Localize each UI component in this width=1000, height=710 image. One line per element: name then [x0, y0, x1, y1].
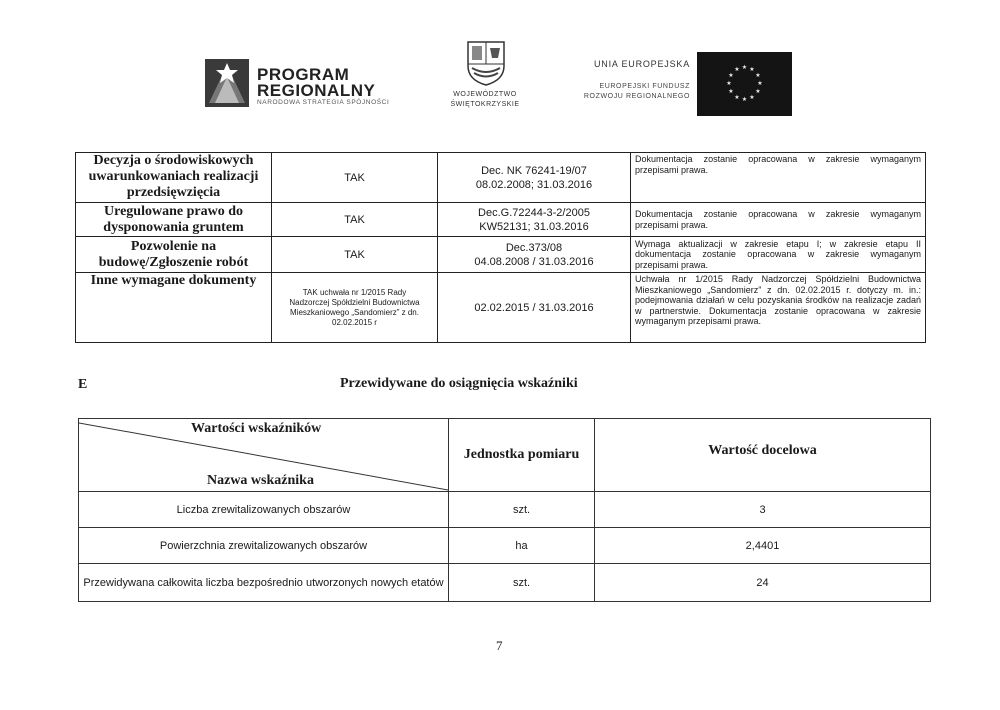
indicator-value-cell: 24: [595, 564, 931, 602]
program-subtitle: NARODOWA STRATEGIA SPÓJNOŚCI: [257, 99, 390, 106]
row-note-cell: Wymaga aktualizacji w zakresie etapu I; w zakresie etapu II dokumentacja zostanie opracowana w zakresie wymaganym przepisami prawa.: [631, 237, 926, 273]
indicator-value-cell: 3: [595, 492, 931, 528]
indicator-value-cell: 2,4401: [595, 528, 931, 564]
program-regionalny-logo: [205, 55, 405, 115]
header-unit: Jednostka pomiaru: [449, 419, 595, 492]
eu-fund-line2: ROZWOJU REGIONALNEGO: [583, 93, 690, 100]
table-row: [76, 273, 926, 343]
program-regionalny-emblem-icon: [205, 59, 249, 107]
voivodeship-logo: [430, 40, 540, 120]
svg-text:★: ★: [749, 66, 755, 73]
row-status-cell: TAK: [272, 203, 438, 237]
decision-dates: 04.08.2008 / 31.03.2016: [474, 255, 594, 268]
indicator-name-cell: Przewidywana całkowita liczba bezpośrednio utworzonych nowych etatów: [79, 564, 449, 602]
voivodeship-name-line1: WOJEWÓDZTWO: [453, 91, 517, 98]
eu-title: UNIA EUROPEJSKA: [593, 59, 690, 69]
indicator-name-cell: Powierzchnia zrewitalizowanych obszarów: [79, 528, 449, 564]
section-title: Przewidywane do osiągnięcia wskaźniki: [340, 376, 578, 391]
program-title-line2: REGIONALNY: [257, 81, 376, 100]
row-status-cell: TAK uchwała nr 1/2015 Rady Nadzorczej Spółdzielni Budownictwa Mieszkaniowego „Sandomierz” z dn. 02.02.2015 r: [272, 273, 438, 343]
table-header-row: [79, 419, 931, 492]
eu-logo-text: [560, 58, 690, 102]
table-row: [76, 203, 926, 237]
voivodeship-name-line2: ŚWIĘTOKRZYSKIE: [450, 101, 520, 108]
page-number: 7: [496, 638, 503, 653]
row-name-cell: Pozwolenie na budowę/Zgłoszenie robót: [76, 237, 272, 273]
indicator-unit-cell: szt.: [449, 492, 595, 528]
decision-dates: 08.02.2008; 31.03.2016: [475, 178, 593, 191]
voivodeship-crest-icon: [466, 40, 506, 86]
row-decision-cell: [438, 237, 631, 273]
header-indicator-values: Wartości wskaźników: [191, 421, 322, 436]
svg-text:★: ★: [726, 80, 732, 87]
svg-text:★: ★: [755, 72, 761, 79]
row-note-cell: Uchwała nr 1/2015 Rady Nadzorczej Spółdzielni Budownictwa Mieszkaniowego „Sandomierz” z dn. 02.02.2015 r. dotyczy m. in.: podejmowania działań w celu pozyskania środków na realizacje zadań w partnerstwie. Dokumentacja zostanie opracowana w zakresie wymaganym przepisami prawa.: [631, 273, 926, 343]
table-row: [79, 564, 931, 602]
decision-number: Dec.G.72244-3-2/2005: [478, 206, 590, 219]
table-row: [79, 492, 931, 528]
svg-text:★: ★: [734, 94, 740, 101]
decision-dates: 02.02.2015 / 31.03.2016: [474, 301, 594, 314]
table-row: [76, 153, 926, 203]
row-name-cell: Decyzja o środowiskowych uwarunkowaniach realizacji przedsięwzięcia: [76, 153, 272, 203]
decision-number: Dec.373/08: [505, 241, 563, 254]
row-status-cell: TAK: [272, 153, 438, 203]
row-name-cell: Inne wymagane dokumenty: [76, 273, 272, 343]
program-title-line1: PROGRAM: [257, 65, 350, 84]
indicator-name-cell: Liczba zrewitalizowanych obszarów: [79, 492, 449, 528]
header-indicator-name: Nazwa wskaźnika: [207, 473, 314, 488]
svg-text:★: ★: [755, 88, 761, 95]
svg-text:★: ★: [749, 94, 755, 101]
eu-fund-line1: EUROPEJSKI FUNDUSZ: [599, 83, 690, 90]
indicator-unit-cell: szt.: [449, 564, 595, 602]
row-name-cell: Uregulowane prawo do dysponowania gruntem: [76, 203, 272, 237]
row-note-cell: Dokumentacja zostanie opracowana w zakresie wymaganym przepisami prawa.: [631, 203, 926, 237]
row-note-cell: Dokumentacja zostanie opracowana w zakresie wymaganym przepisami prawa.: [631, 153, 926, 203]
table-row: [76, 237, 926, 273]
indicators-table: [78, 418, 931, 602]
svg-text:★: ★: [757, 80, 763, 87]
section-letter: E: [78, 377, 88, 392]
row-status-cell: TAK: [272, 237, 438, 273]
table-row: [79, 528, 931, 564]
row-decision-cell: [438, 203, 631, 237]
decision-number: Dec. NK 76241-19/07: [481, 164, 587, 177]
diagonal-header-cell: [79, 419, 449, 492]
svg-text:★: ★: [728, 72, 734, 79]
row-decision-cell: [438, 273, 631, 343]
svg-text:★: ★: [728, 88, 734, 95]
svg-text:★: ★: [734, 66, 740, 73]
row-decision-cell: [438, 153, 631, 203]
eu-flag-icon: [697, 52, 792, 116]
header-target-value: Wartość docelowa: [595, 419, 931, 492]
svg-text:★: ★: [741, 64, 748, 71]
decision-dates: KW52131; 31.03.2016: [479, 220, 589, 233]
indicator-unit-cell: ha: [449, 528, 595, 564]
svg-text:★: ★: [741, 96, 748, 103]
decisions-table: [75, 152, 926, 343]
